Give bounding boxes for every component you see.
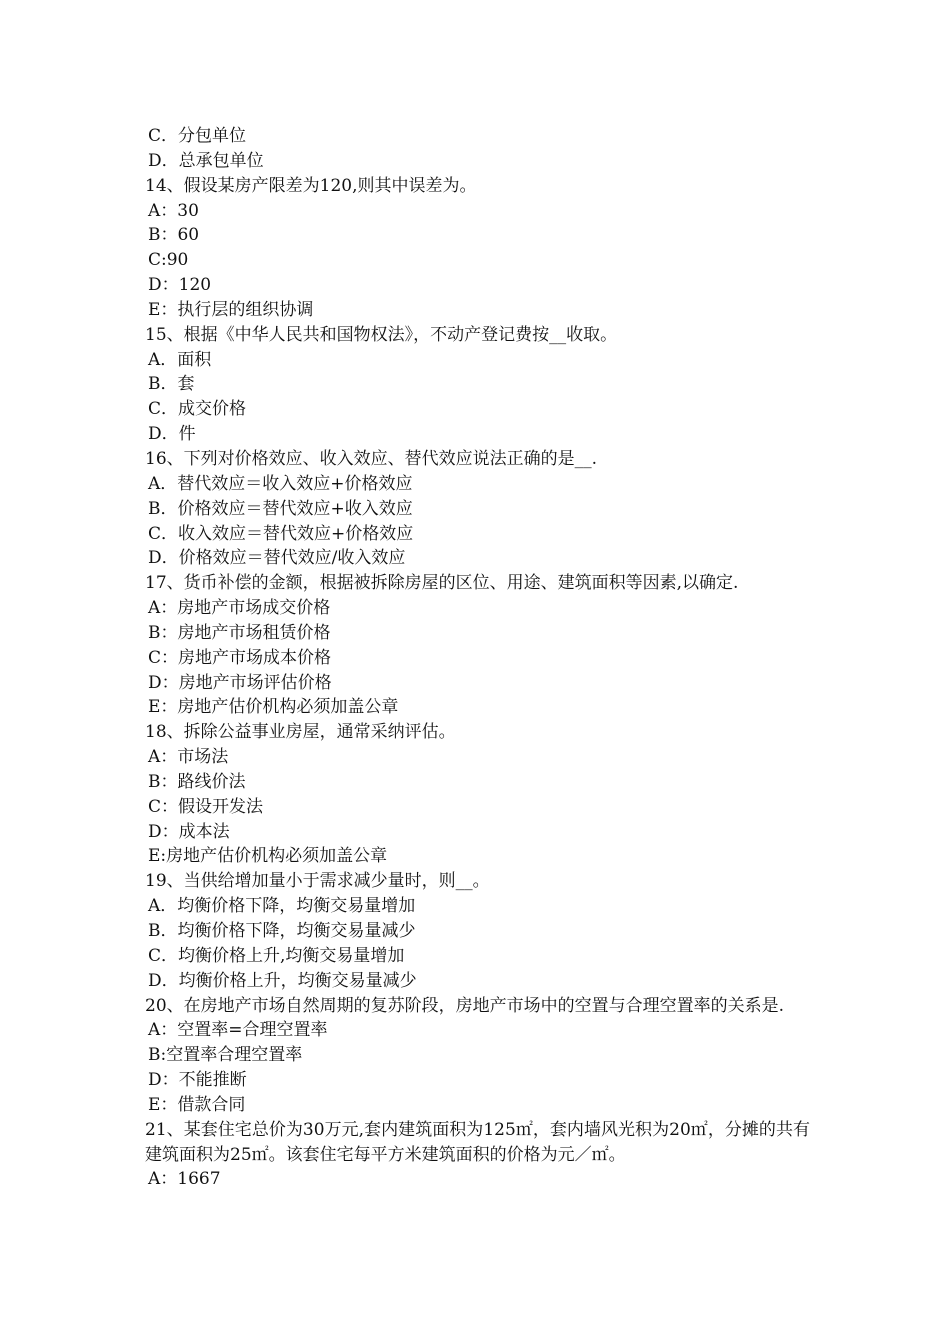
option-14-c: C:90: [148, 250, 189, 271]
option-20-e: E：借款合同: [148, 1094, 246, 1115]
option-19-b: B．均衡价格下降，均衡交易量减少: [148, 921, 416, 941]
option-14-b: B：60: [148, 225, 200, 246]
option-20-b: B:空置率合理空置率: [148, 1045, 303, 1066]
option-20-a: A：空置率=合理空置率: [148, 1020, 328, 1041]
option-18-d: D：成本法: [148, 821, 230, 842]
option-19-a: A．均衡价格下降，均衡交易量增加: [148, 896, 416, 917]
option-18-e: E:房地产估价机构必须加盖公章: [148, 846, 388, 867]
question-18: 18、拆除公益事业房屋，通常采纳评估。: [145, 722, 456, 743]
option-13-c: C．分包单位: [148, 126, 247, 146]
option-14-e: E：执行层的组织协调: [148, 299, 314, 320]
question-17: 17、货币补偿的金额，根据被拆除房屋的区位、用途、建筑面积等因素,以确定.: [145, 573, 739, 594]
question-16: 16、下列对价格效应、收入效应、替代效应说法正确的是__.: [145, 448, 598, 469]
option-18-a: A：市场法: [148, 747, 229, 768]
option-18-c: C：假设开发法: [148, 796, 264, 817]
option-18-b: B：路线价法: [148, 771, 246, 792]
option-19-c: C．均衡价格上升,均衡交易量增加: [148, 945, 405, 966]
document-page: [145, 124, 810, 1192]
option-14-a: A：30: [148, 200, 199, 221]
option-15-a: A．面积: [148, 349, 212, 370]
option-16-d: D．价格效应＝替代效应/收入效应: [148, 548, 406, 569]
option-19-d: D．均衡价格上升，均衡交易量减少: [148, 970, 417, 991]
question-15: 15、根据《中华人民共和国物权法》，不动产登记费按__收取。: [145, 324, 618, 345]
option-15-d: D．件: [148, 424, 196, 445]
option-16-b: B．价格效应＝替代效应+收入效应: [148, 498, 413, 519]
option-14-d: D：120: [148, 275, 212, 296]
option-17-b: B：房地产市场租赁价格: [148, 622, 331, 643]
option-13-d: D．总承包单位: [148, 150, 264, 171]
question-20: 20、在房地产市场自然周期的复苏阶段，房地产市场中的空置与合理空置率的关系是.: [145, 995, 785, 1016]
option-17-d: D：房地产市场评估价格: [148, 672, 332, 693]
option-15-c: C．成交价格: [148, 399, 247, 420]
option-16-a: A．替代效应＝收入效应+价格效应: [148, 473, 413, 494]
option-17-e: E：房地产估价机构必须加盖公章: [148, 697, 399, 718]
question-21: 21、某套住宅总价为30万元,套内建筑面积为125㎡，套内墙风光积为20㎡，分摊的共有建筑面积为25㎡。该套住宅每平方米建筑面积的价格为元／㎡。: [145, 1119, 810, 1165]
question-19: 19、当供给增加量小于需求减少量时，则__。: [145, 871, 490, 892]
option-21-a: A：1667: [148, 1169, 221, 1190]
option-20-d: D：不能推断: [148, 1070, 247, 1091]
option-16-c: C．收入效应＝替代效应+价格效应: [148, 523, 414, 544]
option-17-c: C：房地产市场成本价格: [148, 647, 332, 668]
option-17-a: A：房地产市场成交价格: [148, 598, 331, 619]
option-15-b: B．套: [148, 374, 195, 395]
question-14: 14、假设某房产限差为120,则其中误差为。: [145, 175, 477, 196]
